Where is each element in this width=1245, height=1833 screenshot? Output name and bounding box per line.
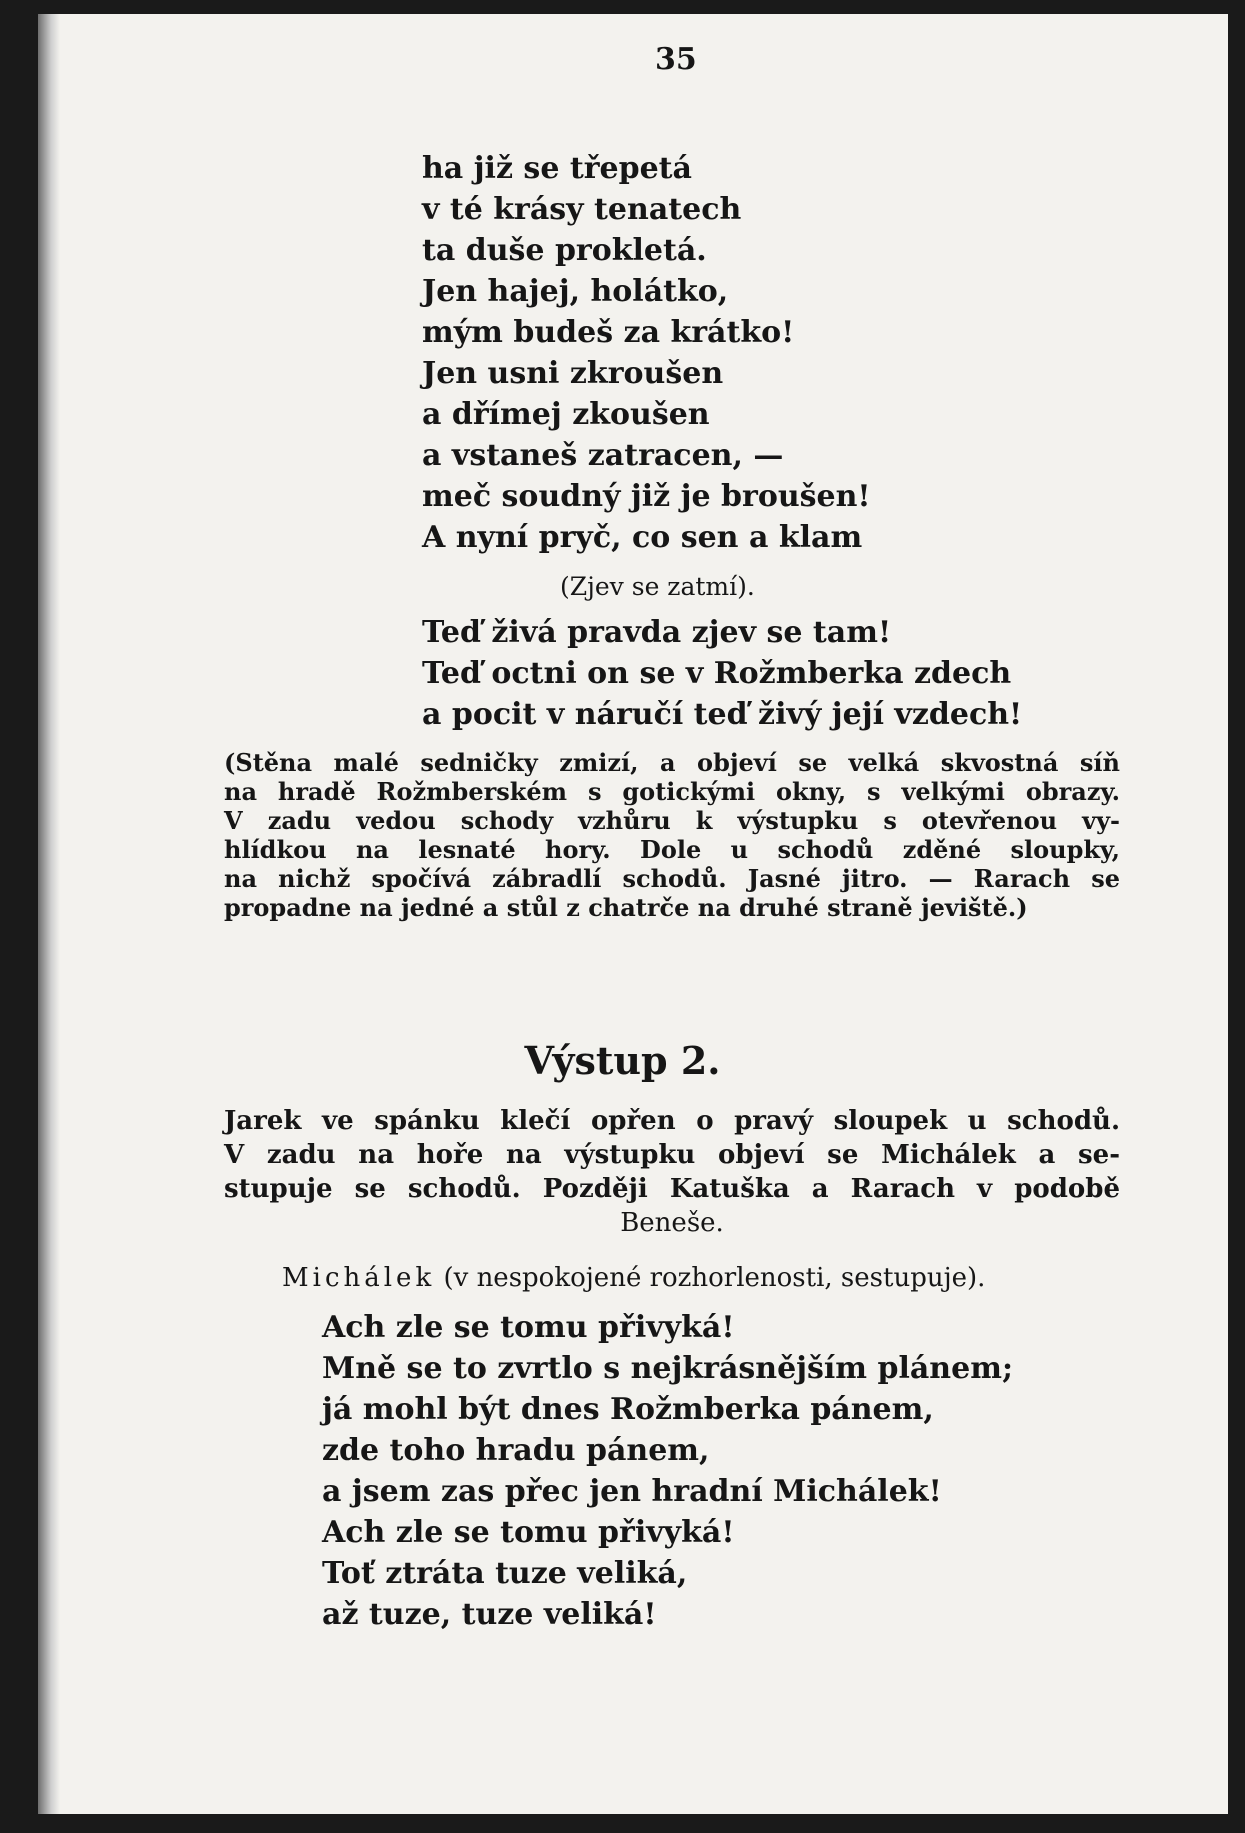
verse-line: ha již se třepetá [422, 151, 692, 186]
speaker-direction: (v nespokojené rozhorlenosti, sestupuje). [443, 1263, 986, 1293]
verse-line: Jen hajej, holátko, [422, 274, 729, 309]
stage-direction-inline: (Zjev se zatmí). [560, 572, 755, 601]
binding-gutter [38, 14, 60, 1814]
scene-intro-line: Beneše. [620, 1208, 724, 1238]
verse-line: já mohl být dnes Rožmberka pánem, [322, 1392, 934, 1427]
scene-intro-line: Jarek ve spánku klečí opřen o pravý sloupek u schodů. [224, 1106, 1120, 1136]
stage-direction-line: na hradě Rožmberském s gotickými okny, s velkými obrazy. [224, 777, 1120, 806]
verse-line: A nyní pryč, co sen a klam [422, 520, 863, 555]
stage-direction-line: propadne na jedné a stůl z chatrče na druhé straně jeviště.) [224, 893, 1028, 922]
stage-direction-line: na nichž spočívá zábradlí schodů. Jasné jitro. — Rarach se [224, 864, 1120, 893]
verse-line: až tuze, tuze veliká! [322, 1597, 657, 1632]
verse-line: a pocit v náručí teď živý její vzdech! [422, 697, 1023, 732]
verse-line: Ach zle se tomu přivyká! [322, 1515, 735, 1550]
verse-line: Teď živá pravda zjev se tam! [422, 615, 892, 650]
scene-intro-line: stupuje se schodů. Později Katuška a Rarach v podobě [224, 1174, 1120, 1204]
speaker-name: Michálek [282, 1263, 436, 1293]
stage-direction-line: V zadu vedou schody vzhůru k výstupku s otevřenou vy- [224, 806, 1120, 835]
verse-line: a dřímej zkoušen [422, 397, 710, 432]
verse-line: meč soudný již je broušen! [422, 479, 871, 514]
stage-direction-line: (Stěna malé sedničky zmizí, a objeví se velká skvostná síň [224, 748, 1120, 777]
verse-line: Teď octni on se v Rožmberka zdech [422, 656, 1012, 691]
verse-line: ta duše prokletá. [422, 233, 707, 268]
stage-direction-line: hlídkou na lesnaté hory. Dole u schodů zděné sloupky, [224, 835, 1120, 864]
verse-line: Toť ztráta tuze veliká, [322, 1556, 688, 1591]
page-number: 35 [655, 42, 697, 77]
verse-line: zde toho hradu pánem, [322, 1433, 710, 1468]
scene-intro-line: V zadu na hoře na výstupku objeví se Michálek a se- [224, 1140, 1120, 1170]
speaker-line [282, 1263, 985, 1293]
verse-line: a vstaneš zatracen, — [422, 438, 784, 473]
scene-heading: Výstup 2. [524, 1038, 721, 1083]
verse-line: Ach zle se tomu přivyká! [322, 1310, 735, 1345]
verse-line: Jen usni zkroušen [422, 356, 724, 391]
verse-line: Mně se to zvrtlo s nejkrásnějším plánem; [322, 1351, 1014, 1386]
verse-line: a jsem zas přec jen hradní Michálek! [322, 1474, 942, 1509]
verse-line: mým budeš za krátko! [422, 315, 795, 350]
verse-line: v té krásy tenatech [422, 192, 742, 227]
